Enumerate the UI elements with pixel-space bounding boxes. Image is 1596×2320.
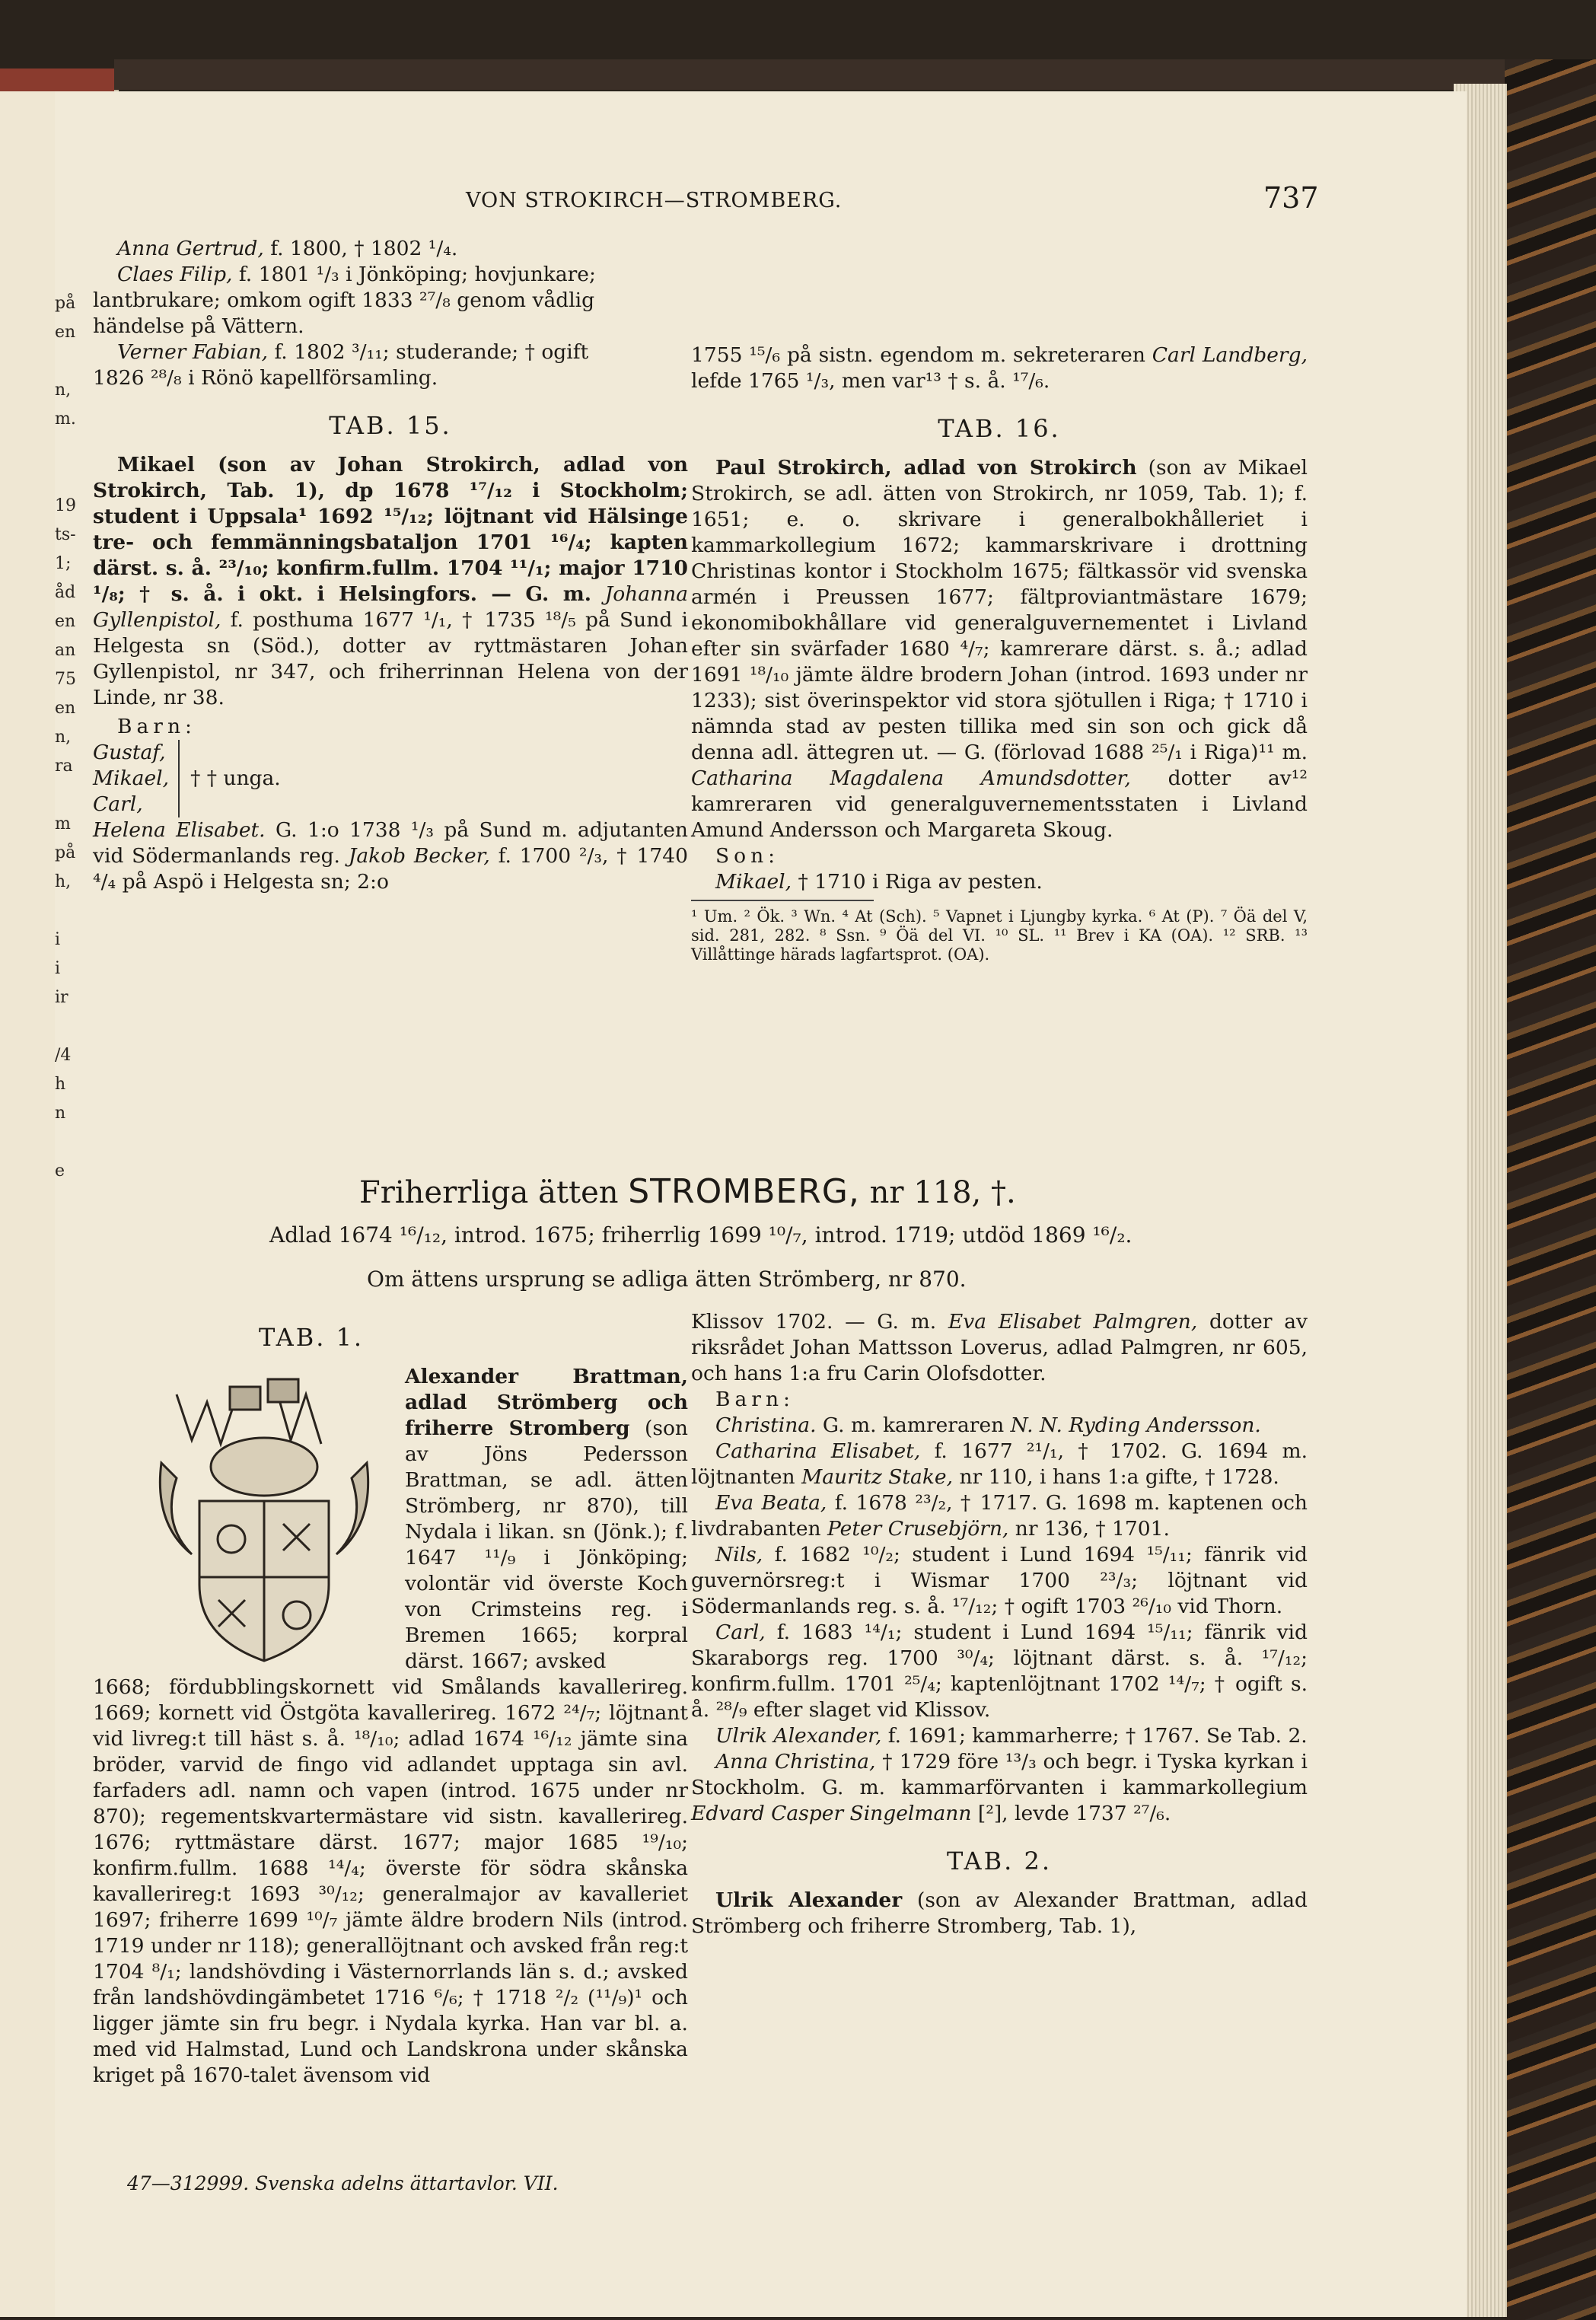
tab-15-heading: TAB. 15. bbox=[329, 411, 452, 440]
son-text: † 1710 i Riga av pesten. bbox=[798, 870, 1043, 894]
cut-letter: i bbox=[55, 930, 61, 949]
cut-letter: 1; bbox=[55, 554, 72, 573]
title-prefix: Friherrliga ätten bbox=[359, 1175, 619, 1210]
cut-letter: 75 bbox=[55, 670, 76, 689]
cut-letter: på bbox=[55, 294, 76, 313]
wife-text-1: Klissov 1702. — G. m. bbox=[691, 1310, 937, 1334]
cut-letter: n bbox=[55, 1104, 66, 1123]
cut-letter: e bbox=[55, 1162, 65, 1181]
cut-letter: m bbox=[55, 814, 71, 833]
tab-1-heading: TAB. 1. bbox=[259, 1323, 365, 1352]
child-name: Nils, bbox=[715, 1543, 763, 1566]
cut-letter: ts- bbox=[55, 525, 76, 544]
cut-letter: h, bbox=[55, 872, 72, 891]
lower-right-column bbox=[691, 1309, 1308, 1939]
tab-2-heading: TAB. 2. bbox=[946, 1847, 1053, 1875]
footnotes: ¹ Um. ² Ök. ³ Wn. ⁴ At (Sch). ⁵ Vapnet i Ljungby kyrka. ⁶ At (P). ⁷ Öä del V, sid. 281, 282. ⁸ Ssn. ⁹ Öä del VI. ¹⁰ SL. ¹¹ Brev i KA (OA). ¹² SRB. ¹³ Villåttinge härads lagfartsprot. (OA). bbox=[691, 907, 1308, 964]
cut-letter: på bbox=[55, 843, 76, 862]
child-text: f. 1691; kammarherre; † 1767. Se Tab. 2. bbox=[881, 1724, 1308, 1748]
cut-letter: /4 bbox=[55, 1046, 72, 1065]
entry-line bbox=[93, 365, 688, 391]
title-suffix: nr 118, †. bbox=[869, 1175, 1016, 1210]
entry-name: Verner Fabian, bbox=[117, 340, 269, 364]
helena-text-2: f. 1700 ²/₃, † 1740 ⁴/₄ på Aspö i Helgesta sn; 2:o bbox=[93, 844, 688, 894]
child-spouse: Edvard Casper Singelmann bbox=[691, 1802, 972, 1825]
child-text: f. 1677 ²¹/₁, † 1702. G. 1694 m. löjtnanten bbox=[691, 1439, 1308, 1489]
children-list bbox=[93, 740, 180, 817]
tab-15-entry bbox=[93, 452, 688, 711]
page-number: 737 bbox=[1263, 181, 1319, 215]
alexander-beside-crest bbox=[405, 1364, 688, 1675]
tab-2-name: Ulrik Alexander bbox=[715, 1888, 903, 1912]
entry-line bbox=[93, 236, 688, 262]
child-text-2: nr 110, i hans 1:a gifte, † 1728. bbox=[953, 1465, 1279, 1489]
family-origin-note: Om ättens ursprung se adliga ätten Strömberg, nr 870. bbox=[367, 1267, 967, 1292]
tab-16-name: Paul Strokirch, adlad von Strokirch bbox=[715, 456, 1137, 480]
child-name: Anna Christina, bbox=[715, 1750, 876, 1773]
child-name: Mikael, bbox=[93, 766, 170, 790]
wife-name: Eva Elisabet Palmgren, bbox=[948, 1310, 1198, 1334]
cut-letter: en bbox=[55, 612, 76, 631]
entry-line bbox=[93, 339, 688, 365]
child-text: G. m. kamreraren bbox=[816, 1413, 1011, 1437]
child-entry bbox=[691, 1413, 1308, 1439]
book-page bbox=[55, 91, 1467, 2317]
cut-letter: en bbox=[55, 699, 76, 718]
helena-text: G. 1:o 1738 ¹/₃ på Sund m. adjutanten vid Södermanlands reg. bbox=[93, 818, 688, 868]
alexander-rest: 1668; fördubblingskornett vid Smålands kavallerireg. 1669; kornett vid Östgöta kavallerireg. 1672 ²⁴/₇; löjtnant vid livreg:t till häst s. å. ¹⁸/₁₀; adlad 1674 ¹⁶/₁₂ jämte sina bröder, varvid de fingo vid adlandet upptaga sin avl. farfaders adl. namn och vapen (introd. 1675 under nr 870); regementskvartermästare vid sistn. kavallerireg. 1676; ryttmästare därst. 1677; major 1685 ¹⁹/₁₀; konfirm.fullm. 1688 ¹⁴/₄; överste för södra skånska kavallerireg:t 1693 ³⁰/₁₂; generalmajor av kavalleriet 1697; friherre 1699 ¹⁰/₇ jämte äldre brodern Nils (introd. 1719 under nr 118); generallöjtnant och avsked från reg:t 1704 ⁸/₁; landshövding i Västernorrlands län s. d.; avsked från landshövdingämbetet 1716 ⁶/₆; † 1718 ²/₂ (¹¹/₉)¹ och ligger jämte sin fru begr. i Nydala kyrka. Han var bl. a. med vid Halmstad, Lund och Landskrona under skånska kriget på 1670-talet ävensom vid bbox=[93, 1675, 688, 2087]
tab-2-entry bbox=[691, 1888, 1308, 1939]
child-text: f. 1682 ¹⁰/₂; student i Lund 1694 ¹⁵/₁₁; fänrik vid guvernörsreg:t i Wismar 1700 ²³/₃; löjtnant vid Södermanlands reg. s. å. ¹⁷/₁₂; † ogift 1703 ²⁶/₁₀ vid Thorn. bbox=[691, 1543, 1308, 1618]
tab-16-heading: TAB. 16. bbox=[938, 414, 1061, 443]
children-group bbox=[93, 740, 688, 817]
entry-text: f. 1802 ³/₁₁; studerande; † ogift bbox=[268, 340, 589, 364]
entry-text: lantbrukare; omkom ogift 1833 ²⁷/₈ genom vådlig bbox=[93, 288, 595, 312]
barn-label-2: Barn: bbox=[715, 1388, 795, 1411]
cut-letter: 19 bbox=[55, 496, 76, 515]
entry-line bbox=[93, 314, 688, 339]
family-subtitle: Adlad 1674 ¹⁶/₁₂, introd. 1675; friherrlig 1699 ¹⁰/₇, introd. 1719; utdöd 1869 ¹⁶/₂. bbox=[269, 1222, 1132, 1248]
continuation bbox=[691, 343, 1308, 394]
son-name: Mikael, bbox=[715, 870, 792, 894]
cut-letter bbox=[55, 1012, 76, 1041]
tab-16-wife-text: dotter av¹² kamreraren vid generalguvernementsstaten i Livland Amund Andersson och Margareta Skoug. bbox=[691, 766, 1308, 842]
upper-right-column bbox=[691, 343, 1308, 964]
child-entry bbox=[691, 1490, 1308, 1542]
child-entry bbox=[691, 1542, 1308, 1620]
cut-letter bbox=[55, 781, 76, 810]
cut-letter bbox=[55, 1128, 76, 1157]
cut-letter: i bbox=[55, 959, 61, 978]
child-spouse: Peter Crusebjörn, bbox=[827, 1517, 1009, 1541]
tab-15-wife-text: f. posthuma 1677 ¹/₁, † 1735 ¹⁸/₅ på Sund i Helgesta sn (Söd.), dotter av ryttmästaren Johan Gyllenpistol, nr 347, och friherrinnan Helena von der Linde, nr 38. bbox=[93, 608, 688, 709]
cut-letter bbox=[55, 463, 76, 492]
tab-16-text: (son av Mikael Strokirch, se adl. ätten von Strokirch, nr 1059, Tab. 1); f. 1651; e. o. skrivare i generalbokhålleriet i kammarkollegium 1672; kammarskrivare i drottning Christinas kontor i Stockholm 1675; fältkassör vid svenska armén i Preussen 1677; fältproviantmästare 1679; ekonomibokhållare vid generalguvernementet i Livland efter sin svärfader 1680 ⁴/₇; kamrerare därst. s. å.; adlad 1691 ¹⁸/₁₀ jämte äldre brodern Johan (introd. 1693 under nr 1233); sist överinspektor vid stora sjötullen i Riga; † 1710 i nämnda stad av pesten tillika med sin son och gick då denna adl. ättegren ut. — G. (förlovad 1688 ²⁵/₁ i Riga)¹¹ m. bbox=[691, 456, 1308, 764]
tab-2-text: (son av Alexander Brattman, adlad Strömberg och friherre Stromberg, Tab. 1), bbox=[691, 1888, 1308, 1938]
family-title bbox=[359, 1172, 1016, 1211]
cut-letter: ir bbox=[55, 988, 68, 1007]
child-spouse: N. N. Ryding Andersson. bbox=[1010, 1413, 1261, 1437]
entry-text: 1826 ²⁸/₈ i Rönö kapellförsamling. bbox=[93, 366, 438, 390]
child-name: Gustaf, bbox=[93, 741, 166, 764]
lower-left-column bbox=[93, 1303, 688, 2089]
entry-name: Anna Gertrud, bbox=[117, 237, 264, 260]
child-text-2: nr 136, † 1701. bbox=[1008, 1517, 1170, 1541]
alexander-name: Alexander Brattman, adlad Strömberg och friherre Stromberg bbox=[405, 1365, 688, 1440]
helena-name: Helena Elisabet. bbox=[93, 818, 266, 842]
left-book-binding bbox=[0, 69, 114, 91]
helena-husband: Jakob Becker, bbox=[348, 844, 490, 868]
tab-15-text: Mikael (son av Johan Strokirch, adlad von Strokirch, Tab. 1), dp 1678 ¹⁷/₁₂ i Stockholm; student i Uppsala¹ 1692 ¹⁵/₁₂; löjtnant vid Hälsinge tre- och femmänningsbataljon 1701 ¹⁶/₄; kapten därst. s. å. ²³/₁₀; konfirm.fullm. 1704 ¹¹/₁; major 1710 ¹/₈; † s. å. i okt. i Helsingfors. — G. m. bbox=[93, 453, 688, 606]
entry-name: Claes Filip, bbox=[117, 263, 233, 286]
son-label: Son: bbox=[715, 844, 780, 868]
child-spouse: Mauritz Stake, bbox=[801, 1465, 954, 1489]
barn-label: Barn: bbox=[117, 715, 196, 738]
child-name: Eva Beata, bbox=[715, 1491, 827, 1515]
cut-letter: n, bbox=[55, 381, 72, 400]
entry-line bbox=[93, 288, 688, 314]
cut-letter bbox=[55, 897, 76, 926]
continuation-text-2: lefde 1765 ¹/₃, men var¹³ † s. å. ¹⁷/₆. bbox=[691, 369, 1050, 393]
cut-letter: h bbox=[55, 1075, 66, 1094]
entry-line bbox=[93, 262, 688, 288]
entry-text: händelse på Vättern. bbox=[93, 314, 304, 338]
tab-16-entry bbox=[691, 455, 1308, 843]
previous-page-letters bbox=[55, 289, 76, 1186]
footnote-rule bbox=[691, 900, 874, 901]
alexander-text: (son av Jöns Pedersson Brattman, se adl. ätten Strömberg, nr 870), till Nydala i likan. sn (Jönk.); f. 1647 ¹¹/₉ i Jönköping; volontär vid överste Koch von Crimsteins reg. i Bremen 1665; korpral därst. 1667; avsked bbox=[405, 1417, 688, 1673]
child-entry bbox=[691, 1723, 1308, 1749]
children-entries bbox=[691, 1413, 1308, 1827]
cut-letter: åd bbox=[55, 583, 76, 602]
child-text-2: [²], levde 1737 ²⁷/₆. bbox=[971, 1802, 1171, 1825]
child-name: Carl, bbox=[93, 792, 143, 816]
child-name: Catharina Elisabet, bbox=[715, 1439, 921, 1463]
child-name: Christina. bbox=[715, 1413, 817, 1437]
cut-letter: ra bbox=[55, 757, 73, 776]
cut-letter bbox=[55, 347, 76, 376]
continuation-text: 1755 ¹⁵/₆ på sistn. egendom m. sekreteraren bbox=[691, 343, 1145, 367]
entry-text: f. 1801 ¹/₃ i Jönköping; hovjunkare; bbox=[232, 263, 596, 286]
child-text: f. 1683 ¹⁴/₁; student i Lund 1694 ¹⁵/₁₁; fänrik vid Skaraborgs reg. 1700 ³⁰/₄; löjtnant därst. s. å. ¹⁷/₁₂; konfirm.fullm. 1701 ²⁵/₄; kaptenlöjtnant 1702 ¹⁴/₇; † ogift s. å. ²⁸/₉ efter slaget vid Klissov. bbox=[691, 1620, 1308, 1722]
cut-letter: en bbox=[55, 323, 76, 342]
wife-text-2: dotter av riksrådet Johan Mattsson Loverus, adlad Palmgren, nr 605, och hans 1:a fru Carin Olofsdotter. bbox=[691, 1310, 1308, 1385]
cut-letter: m. bbox=[55, 410, 76, 429]
wife-entry bbox=[691, 1309, 1308, 1387]
child-name: Ulrik Alexander, bbox=[715, 1724, 882, 1748]
son-entry bbox=[691, 869, 1308, 895]
child-entry bbox=[691, 1620, 1308, 1723]
upper-left-column bbox=[93, 236, 688, 895]
continuation-name: Carl Landberg, bbox=[1152, 343, 1308, 367]
running-head: VON STROKIRCH—STROMBERG. bbox=[466, 189, 843, 212]
child-entry bbox=[691, 1749, 1308, 1827]
helena-entry bbox=[93, 817, 688, 895]
book-cover-top bbox=[114, 59, 1545, 90]
child-name: Carl, bbox=[715, 1620, 766, 1644]
tab-16-wife: Catharina Magdalena Amundsdotter, bbox=[691, 766, 1131, 790]
title-name: STROMBERG, bbox=[628, 1172, 860, 1211]
children-note: † † unga. bbox=[190, 766, 281, 790]
cut-letter: an bbox=[55, 641, 76, 660]
entry-text: f. 1800, † 1802 ¹/₄. bbox=[263, 237, 458, 260]
entry-lines bbox=[93, 236, 688, 391]
child-text: † 1729 före ¹³/₃ och begr. i Tyska kyrkan i Stockholm. G. m. kammarförvanten i kammarkollegium bbox=[691, 1750, 1308, 1799]
tab-15-wife: Johanna Gyllenpistol, bbox=[93, 582, 688, 632]
child-text: f. 1678 ²³/₂, † 1717. G. 1698 m. kaptenen och livdrabanten bbox=[691, 1491, 1308, 1541]
marbled-cover bbox=[1505, 59, 1596, 2320]
cut-letter bbox=[55, 434, 76, 463]
child-entry bbox=[691, 1439, 1308, 1490]
printer-signature: 47—312999. Svenska adelns ättartavlor. VII. bbox=[127, 2172, 559, 2194]
cut-letter: n, bbox=[55, 728, 72, 747]
